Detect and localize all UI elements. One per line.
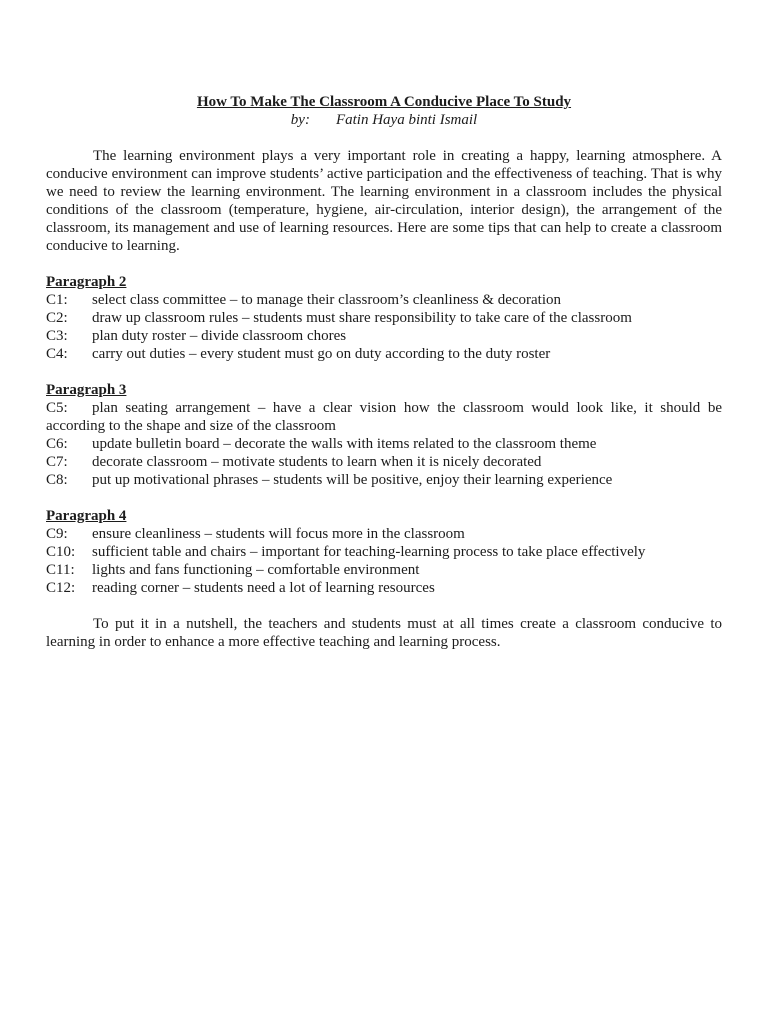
tip-text: put up motivational phrases – students will be positive, enjoy their learning experience bbox=[92, 472, 613, 488]
tip-item bbox=[46, 561, 722, 579]
conclusion-paragraph: To put it in a nutshell, the teachers and students must at all times create a classroom conducive to learning in order to enhance a more effective teaching and learning process. bbox=[46, 616, 722, 650]
tip-text: decorate classroom – motivate students to learn when it is nicely decorated bbox=[92, 454, 542, 470]
section-heading: Paragraph 2 bbox=[46, 274, 127, 290]
tip-item bbox=[46, 525, 722, 543]
tip-item bbox=[46, 435, 722, 453]
tip-code: C8: bbox=[46, 472, 68, 488]
tip-code: C2: bbox=[46, 310, 68, 326]
tip-text: plan duty roster – divide classroom chores bbox=[92, 328, 347, 344]
tip-code: C1: bbox=[46, 292, 68, 308]
tip-item bbox=[46, 291, 722, 309]
tip-text: ensure cleanliness – students will focus more in the classroom bbox=[92, 526, 465, 542]
author-name: Fatin Haya binti Ismail bbox=[335, 112, 478, 128]
section-heading: Paragraph 3 bbox=[46, 382, 127, 398]
tip-text: reading corner – students need a lot of learning resources bbox=[92, 580, 435, 596]
tip-item bbox=[46, 453, 722, 471]
tip-item bbox=[46, 345, 722, 363]
tip-text: update bulletin board – decorate the walls with items related to the classroom theme bbox=[92, 436, 597, 452]
tip-item bbox=[46, 399, 722, 435]
document-title: How To Make The Classroom A Conducive Place To Study bbox=[196, 94, 572, 110]
tip-text: sufficient table and chairs – important for teaching-learning process to take place effectively bbox=[92, 544, 646, 560]
section-heading: Paragraph 4 bbox=[46, 508, 127, 524]
tip-code: C5: bbox=[46, 400, 68, 416]
tip-text: carry out duties – every student must go on duty according to the duty roster bbox=[92, 346, 551, 362]
tip-item bbox=[46, 579, 722, 597]
tips-section bbox=[46, 381, 722, 489]
tip-code: C10: bbox=[46, 544, 76, 560]
tip-code: C12: bbox=[46, 580, 76, 596]
intro-paragraph: The learning environment plays a very important role in creating a happy, learning atmosphere. A conducive environment can improve students’ active participation and the effectiveness of teaching. That is why we need to review the learning environment. The learning environment in a classroom includes the physical conditions of the classroom (temperature, hygiene, air-circulation, interior design), the arrangement of the classroom, its management and use of learning resources. Here are some tips that can help to create a classroom conducive to learning. bbox=[46, 148, 722, 254]
tips-section bbox=[46, 507, 722, 597]
tips-section bbox=[46, 273, 722, 363]
tip-code: C3: bbox=[46, 328, 68, 344]
tip-text: lights and fans functioning – comfortable environment bbox=[92, 562, 420, 578]
byline-label: by: bbox=[290, 112, 310, 128]
tip-item bbox=[46, 309, 722, 327]
tip-item bbox=[46, 543, 722, 561]
byline bbox=[46, 111, 722, 129]
tip-code: C6: bbox=[46, 436, 68, 452]
tip-item bbox=[46, 327, 722, 345]
tip-text: plan seating arrangement – have a clear vision how the classroom would look like, it should be according to the shape and size of the classroom bbox=[46, 400, 722, 434]
tip-code: C11: bbox=[46, 562, 75, 578]
tip-code: C9: bbox=[46, 526, 68, 542]
tip-text: draw up classroom rules – students must share responsibility to take care of the classroom bbox=[92, 310, 632, 326]
tip-code: C4: bbox=[46, 346, 68, 362]
tip-code: C7: bbox=[46, 454, 68, 470]
tip-item bbox=[46, 471, 722, 489]
tip-text: select class committee – to manage their classroom’s cleanliness & decoration bbox=[92, 292, 562, 308]
